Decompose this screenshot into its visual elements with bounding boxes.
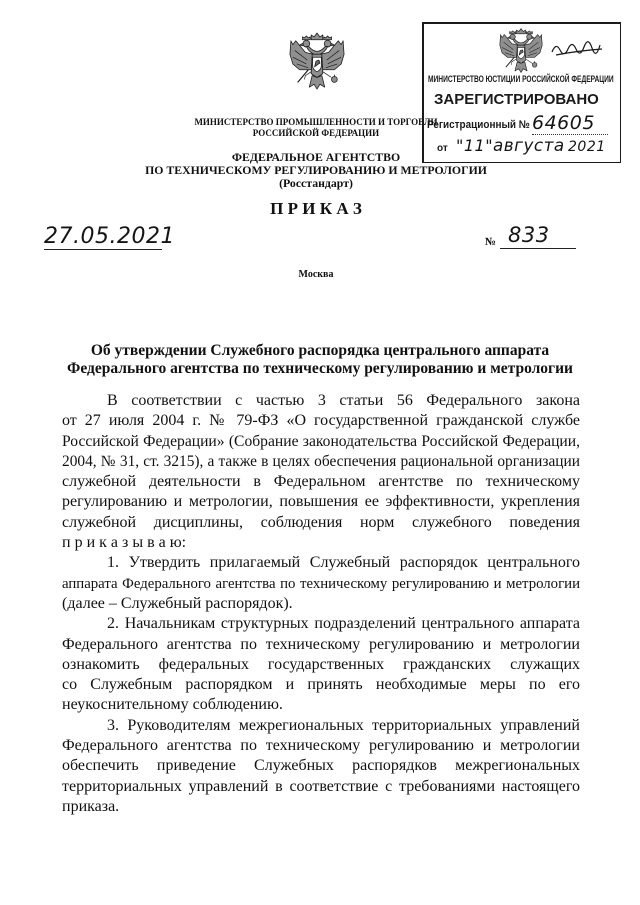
body-paragraph <box>62 716 580 817</box>
body-line: Российской Федерации» (Собрание законодательства Российской Федерации, <box>62 432 580 450</box>
agency-short-name: (Росстандарт) <box>279 176 353 190</box>
order-number-sign: № <box>485 236 497 248</box>
body-line: обеспечить приведение Служебных распорядков межрегиональных <box>62 757 580 775</box>
ministry-name-line: МИНИСТЕРСТВО ПРОМЫШЛЕННОСТИ И ТОРГОВЛИ <box>194 117 438 127</box>
stamp-registration-number: 64605 <box>532 112 595 134</box>
document-type-heading: П Р И К А З <box>270 199 362 218</box>
body-line: ознакомить федеральных государственных гражданских служащих <box>62 655 580 673</box>
body-line: 2. Начальникам структурных подразделений центрального аппарата <box>107 615 580 633</box>
body-line: со Служебным распорядком и принять необходимые меры по его <box>62 676 580 694</box>
body-line: аппарата Федерального агентства по техническому регулированию и метрологии <box>62 575 580 592</box>
body-line: (далее – Служебный распорядок). <box>62 594 293 612</box>
body-paragraph <box>62 614 580 715</box>
signature-mark <box>550 38 608 60</box>
stamp-coat-of-arms-icon <box>497 27 545 77</box>
body-line: регулированию и метрологии, повышения ее эффективности, укрепления <box>62 493 580 511</box>
body-paragraph <box>62 391 580 553</box>
body-line: В соответствии с частью 3 статьи 56 Федерального закона <box>107 392 580 409</box>
body-line: приказа. <box>62 797 120 815</box>
stamp-registration-label: Регистрационный № <box>427 119 530 131</box>
order-date: 27.05.2021 <box>44 224 175 249</box>
body-line: п р и к а з ы в а ю: <box>62 534 187 552</box>
order-number: 833 <box>508 223 550 247</box>
body-line: территориальных управлений в соответствие с требованиями настоящего <box>62 777 580 795</box>
order-number-underline <box>500 248 576 249</box>
body-line: служебной дисциплины, соблюдения норм служебного поведения <box>62 513 580 531</box>
agency-name-line: ФЕДЕРАЛЬНОЕ АГЕНТСТВО <box>231 150 401 164</box>
body-line: служебной деятельности в Федеральном агентстве по техническому <box>62 473 580 491</box>
body-line: Федерального агентства по техническому регулированию и метрологии <box>62 737 580 755</box>
ministry-name-line: РОССИЙСКОЙ ФЕДЕРАЦИИ <box>252 128 380 138</box>
stamp-date-year: 2021 <box>568 139 606 155</box>
body-line: 3. Руководителям межрегиональных территориальных управлений <box>107 716 580 734</box>
agency-name-line: ПО ТЕХНИЧЕСКОМУ РЕГУЛИРОВАНИЮ И МЕТРОЛОГИИ <box>145 163 487 177</box>
stamp-ministry-name: МИНИСТЕРСТВО ЮСТИЦИИ РОССИЙСКОЙ ФЕДЕРАЦИИ <box>428 74 614 84</box>
city-name: Москва <box>298 269 334 280</box>
body-line: 1. Утвердить прилагаемый Служебный распорядок центрального <box>107 554 580 572</box>
stamp-date-day: "11" <box>456 136 494 155</box>
body-line: Федерального агентства по техническому регулированию и метрологии <box>62 635 580 653</box>
coat-of-arms-icon <box>288 30 346 96</box>
stamp-status: ЗАРЕГИСТРИРОВАНО <box>434 91 599 108</box>
body-line: от 27 июля 2004 г. № 79-ФЗ «О государственной гражданской службе <box>62 412 580 430</box>
document-title-line: Об утверждении Служебного распорядка центрального аппарата <box>90 342 550 359</box>
body-line: 2004, № 31, ст. 3215), а также в целях обеспечения рациональной организации <box>62 452 580 470</box>
body-paragraph <box>62 553 580 614</box>
order-date-underline <box>44 249 162 250</box>
stamp-date-prefix: от <box>437 143 448 154</box>
body-line: неукоснительному соблюдению. <box>62 696 283 714</box>
stamp-date-month: августа <box>493 136 565 156</box>
document-body <box>62 391 580 817</box>
document-title-line: Федерального агентства по техническому регулированию и метрологии <box>67 360 573 377</box>
